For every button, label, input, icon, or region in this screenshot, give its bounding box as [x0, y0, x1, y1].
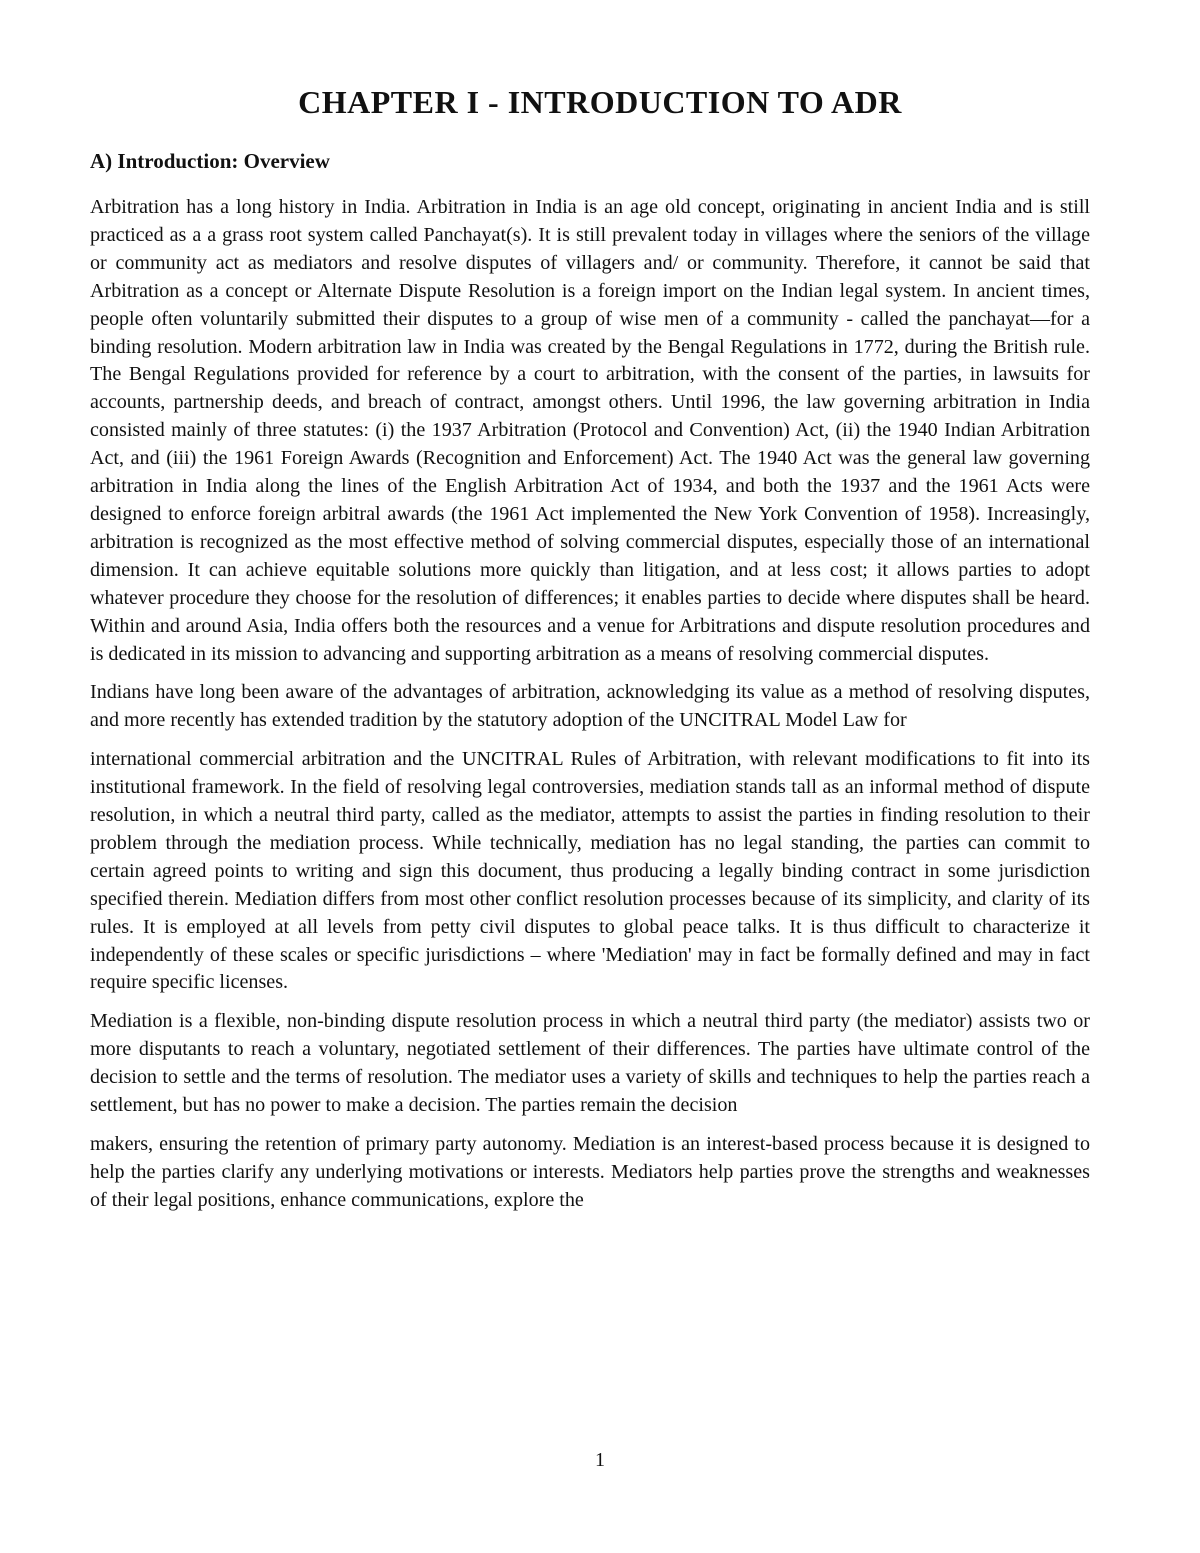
paragraph: Indians have long been aware of the advantages of arbitration, acknowledging its value as a method of resolving disputes, and more recently has extended tradition by the statutory adoption of the UNCITRAL Model Law for: [90, 681, 1090, 732]
chapter-title: CHAPTER I - INTRODUCTION TO ADR: [298, 84, 902, 120]
paragraph: international commercial arbitration and the UNCITRAL Rules of Arbitration, with relevant modifications to fit into its institutional framework. In the field of resolving legal controversies, mediation stands tall as an informal method of dispute resolution, in which a neutral third party, called as the mediator, attempts to assist the parties in finding resolution to their problem through the mediation process. While technically, mediation has no legal standing, the parties can commit to certain agreed points to writing and sign this document, thus producing a legally binding contract in some jurisdiction specified therein. Mediation differs from most other conflict resolution processes because of its simplicity, and clarity of its rules. It is employed at all levels from petty civil disputes to global peace talks. It is thus difficult to characterize it independently of these scales or specific jurisdictions – where 'Mediation' may in fact be formally defined and may in fact require specific licenses.: [90, 748, 1090, 994]
paragraph: makers, ensuring the retention of primary party autonomy. Mediation is an interest-based process because it is designed to help the parties clarify any underlying motivations or interests. Mediators help parties prove the strengths and weaknesses of their legal positions, enhance communications, explore the: [90, 1133, 1090, 1211]
page-number: 1: [595, 1449, 605, 1471]
section-heading: A) Introduction: Overview: [90, 149, 330, 173]
paragraph: Mediation is a flexible, non-binding dispute resolution process in which a neutral third party (the mediator) assists two or more disputants to reach a voluntary, negotiated settlement of their differences. The parties have ultimate control of the decision to settle and the terms of resolution. The mediator uses a variety of skills and techniques to help the parties reach a settlement, but has no power to make a decision. The parties remain the decision: [90, 1010, 1090, 1117]
body-text: [90, 194, 1090, 1226]
paragraph: Arbitration has a long history in India. Arbitration in India is an age old concept, originating in ancient India and is still practiced as a a grass root system called Panchayat(s). It is still prevalent today in villages where the seniors of the village or community act as mediators and resolve disputes of villagers and/ or community. Therefore, it cannot be said that Arbitration as a concept or Alternate Dispute Resolution is a foreign import on the Indian legal system. In ancient times, people often voluntarily submitted their disputes to a group of wise men of a community - called the panchayat—for a binding resolution. Modern arbitration law in India was created by the Bengal Regulations in 1772, during the British rule. The Bengal Regulations provided for reference by a court to arbitration, with the consent of the parties, in lawsuits for accounts, partnership deeds, and breach of contract, amongst others. Until 1996, the law governing arbitration in India consisted mainly of three statutes: (i) the 1937 Arbitration (Protocol and Convention) Act, (ii) the 1940 Indian Arbitration Act, and (iii) the 1961 Foreign Awards (Recognition and Enforcement) Act. The 1940 Act was the general law governing arbitration in India along the lines of the English Arbitration Act of 1934, and both the 1937 and the 1961 Acts were designed to enforce foreign arbitral awards (the 1961 Act implemented the New York Convention of 1958). Increasingly, arbitration is recognized as the most effective method of solving commercial disputes, especially those of an international dimension. It can achieve equitable solutions more quickly than litigation, and at less cost; it allows parties to adopt whatever procedure they choose for the resolution of differences; it enables parties to decide where disputes shall be heard. Within and around Asia, India offers both the resources and a venue for Arbitrations and dispute resolution procedures and is dedicated in its mission to advancing and supporting arbitration as a means of resolving commercial disputes.: [90, 196, 1090, 665]
